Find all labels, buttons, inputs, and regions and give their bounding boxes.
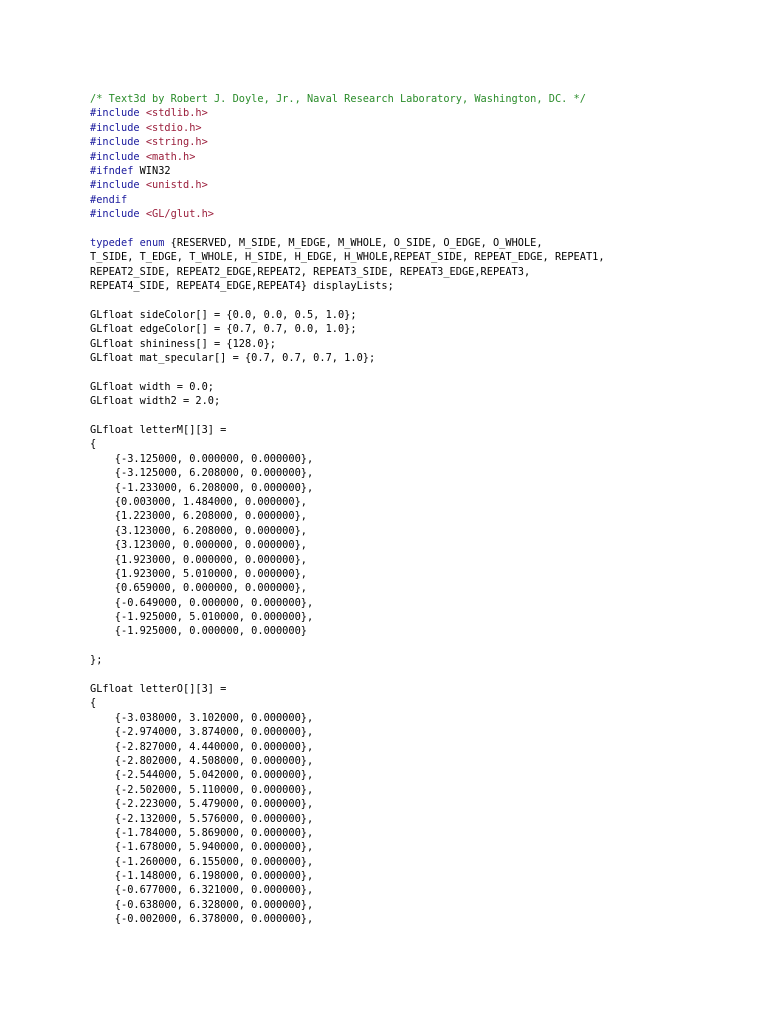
code-line bbox=[90, 912, 750, 926]
code-token-keyword: #include bbox=[90, 179, 140, 192]
code-line bbox=[90, 740, 750, 754]
code-line bbox=[90, 164, 750, 178]
code-token-plain: {-2.502000, 5.110000, 0.000000}, bbox=[90, 783, 314, 796]
code-token-string: <GL/glut.h> bbox=[145, 208, 215, 221]
code-token-keyword: #endif bbox=[90, 193, 128, 206]
code-token-comment: /* Text3d by Robert J. Doyle, Jr., Naval Research Laboratory, Washington, DC. */ bbox=[90, 93, 586, 105]
code-line bbox=[90, 624, 750, 638]
code-token-plain: {-2.223000, 5.479000, 0.000000}, bbox=[90, 798, 314, 811]
code-line bbox=[90, 481, 750, 495]
code-token-keyword: #include bbox=[90, 150, 140, 163]
code-token-plain: {-2.974000, 3.874000, 0.000000}, bbox=[90, 726, 314, 739]
code-line bbox=[90, 423, 750, 437]
code-token-plain: REPEAT2_SIDE, REPEAT2_EDGE,REPEAT2, REPEAT3_SIDE, REPEAT3_EDGE,REPEAT3, bbox=[90, 265, 531, 278]
blank-line bbox=[90, 639, 750, 653]
code-token-plain: {RESERVED, M_SIDE, M_EDGE, M_WHOLE, O_SIDE, O_EDGE, O_WHOLE, bbox=[164, 236, 543, 249]
code-line bbox=[90, 883, 750, 897]
code-token-keyword: #ifndef bbox=[90, 164, 134, 177]
code-line bbox=[90, 279, 750, 293]
blank-line bbox=[90, 293, 750, 307]
code-line bbox=[90, 567, 750, 581]
code-token-plain: {-3.125000, 6.208000, 0.000000}, bbox=[90, 467, 314, 480]
code-line bbox=[90, 898, 750, 912]
code-token-plain: {-0.002000, 6.378000, 0.000000}, bbox=[90, 913, 314, 926]
code-line bbox=[90, 207, 750, 221]
code-line bbox=[90, 826, 750, 840]
code-token-plain: {-0.677000, 6.321000, 0.000000}, bbox=[90, 884, 314, 897]
code-line bbox=[90, 768, 750, 782]
code-token-plain: { bbox=[90, 697, 97, 710]
code-line bbox=[90, 308, 750, 322]
code-token-string: <stdio.h> bbox=[145, 121, 202, 134]
code-line bbox=[90, 337, 750, 351]
code-line bbox=[90, 509, 750, 523]
code-token-string: <string.h> bbox=[145, 136, 208, 149]
code-token-plain: }; bbox=[90, 654, 103, 667]
code-line bbox=[90, 812, 750, 826]
blank-line bbox=[90, 222, 750, 236]
code-token-plain: {-3.038000, 3.102000, 0.000000}, bbox=[90, 711, 314, 724]
code-line bbox=[90, 106, 750, 120]
code-token-plain: WIN32 bbox=[133, 164, 171, 177]
code-token-plain: {0.659000, 0.000000, 0.000000}, bbox=[90, 582, 307, 595]
code-token-plain: {-1.925000, 5.010000, 0.000000}, bbox=[90, 611, 314, 624]
code-token-keyword: enum bbox=[139, 236, 165, 249]
code-token-plain: {1.223000, 6.208000, 0.000000}, bbox=[90, 510, 307, 523]
code-line bbox=[90, 581, 750, 595]
code-token-plain: {-1.678000, 5.940000, 0.000000}, bbox=[90, 841, 314, 854]
code-token-plain: {-1.233000, 6.208000, 0.000000}, bbox=[90, 481, 314, 494]
code-token-plain: {3.123000, 6.208000, 0.000000}, bbox=[90, 524, 307, 537]
code-token-plain: GLfloat letterM[][3] = bbox=[90, 423, 227, 436]
code-line bbox=[90, 135, 750, 149]
code-line bbox=[90, 797, 750, 811]
code-line bbox=[90, 840, 750, 854]
code-line bbox=[90, 538, 750, 552]
code-line bbox=[90, 466, 750, 480]
blank-line bbox=[90, 668, 750, 682]
code-token-plain: {1.923000, 0.000000, 0.000000}, bbox=[90, 553, 307, 566]
code-token-plain: GLfloat edgeColor[] = {0.7, 0.7, 0.0, 1.0}; bbox=[90, 323, 357, 336]
code-line bbox=[90, 696, 750, 710]
code-token-plain: {1.923000, 5.010000, 0.000000}, bbox=[90, 567, 307, 580]
code-line bbox=[90, 855, 750, 869]
code-token-plain: {-0.638000, 6.328000, 0.000000}, bbox=[90, 898, 314, 911]
code-token-keyword: #include bbox=[90, 121, 140, 134]
code-line bbox=[90, 92, 750, 106]
blank-line bbox=[90, 409, 750, 423]
code-listing bbox=[90, 92, 750, 927]
code-line bbox=[90, 250, 750, 264]
code-line bbox=[90, 193, 750, 207]
code-line bbox=[90, 394, 750, 408]
code-line bbox=[90, 495, 750, 509]
code-line bbox=[90, 653, 750, 667]
blank-line bbox=[90, 365, 750, 379]
code-line bbox=[90, 682, 750, 696]
code-line bbox=[90, 725, 750, 739]
code-token-plain: {3.123000, 0.000000, 0.000000}, bbox=[90, 539, 307, 552]
code-token-plain: T_SIDE, T_EDGE, T_WHOLE, H_SIDE, H_EDGE, H_WHOLE,REPEAT_SIDE, REPEAT_EDGE, REPEAT1, bbox=[90, 251, 605, 264]
code-token-plain: GLfloat mat_specular[] = {0.7, 0.7, 0.7, 1.0}; bbox=[90, 352, 376, 365]
code-token-plain: {-0.649000, 0.000000, 0.000000}, bbox=[90, 596, 314, 609]
code-line bbox=[90, 322, 750, 336]
code-token-plain: {-2.132000, 5.576000, 0.000000}, bbox=[90, 812, 314, 825]
code-line bbox=[90, 121, 750, 135]
code-token-plain: GLfloat shininess[] = {128.0}; bbox=[90, 337, 276, 350]
code-token-string: <stdlib.h> bbox=[145, 107, 208, 120]
code-line bbox=[90, 524, 750, 538]
code-token-plain: {-1.784000, 5.869000, 0.000000}, bbox=[90, 826, 314, 839]
code-token-keyword: #include bbox=[90, 107, 140, 120]
code-token-plain: GLfloat sideColor[] = {0.0, 0.0, 0.5, 1.0}; bbox=[90, 308, 357, 321]
code-line bbox=[90, 380, 750, 394]
code-token-plain: {0.003000, 1.484000, 0.000000}, bbox=[90, 495, 307, 508]
code-token-plain: GLfloat letterO[][3] = bbox=[90, 683, 227, 696]
code-token-string: <math.h> bbox=[145, 150, 196, 163]
code-line bbox=[90, 553, 750, 567]
code-line bbox=[90, 783, 750, 797]
code-token-plain: { bbox=[90, 438, 97, 451]
code-line bbox=[90, 437, 750, 451]
code-line bbox=[90, 754, 750, 768]
code-token-plain: REPEAT4_SIDE, REPEAT4_EDGE,REPEAT4} displayLists; bbox=[90, 280, 394, 293]
code-token-string: <unistd.h> bbox=[145, 179, 208, 192]
code-token-plain: {-2.802000, 4.508000, 0.000000}, bbox=[90, 754, 314, 767]
code-token-keyword: #include bbox=[90, 136, 140, 149]
code-token-plain: {-2.827000, 4.440000, 0.000000}, bbox=[90, 740, 314, 753]
code-line bbox=[90, 351, 750, 365]
code-line bbox=[90, 236, 750, 250]
code-token-plain: GLfloat width = 0.0; bbox=[90, 380, 214, 393]
code-line bbox=[90, 150, 750, 164]
code-line bbox=[90, 178, 750, 192]
code-line bbox=[90, 452, 750, 466]
code-token-plain: {-3.125000, 0.000000, 0.000000}, bbox=[90, 452, 314, 465]
code-token-plain: {-1.925000, 0.000000, 0.000000} bbox=[90, 625, 307, 638]
code-token-keyword: #include bbox=[90, 208, 140, 221]
code-token-plain: {-1.148000, 6.198000, 0.000000}, bbox=[90, 870, 314, 883]
code-line bbox=[90, 610, 750, 624]
code-token-plain: GLfloat width2 = 2.0; bbox=[90, 395, 221, 408]
code-line bbox=[90, 869, 750, 883]
code-token-keyword: typedef bbox=[90, 236, 134, 249]
code-line bbox=[90, 711, 750, 725]
code-token-plain: {-2.544000, 5.042000, 0.000000}, bbox=[90, 769, 314, 782]
code-line bbox=[90, 265, 750, 279]
code-line bbox=[90, 596, 750, 610]
code-token-plain: {-1.260000, 6.155000, 0.000000}, bbox=[90, 855, 314, 868]
